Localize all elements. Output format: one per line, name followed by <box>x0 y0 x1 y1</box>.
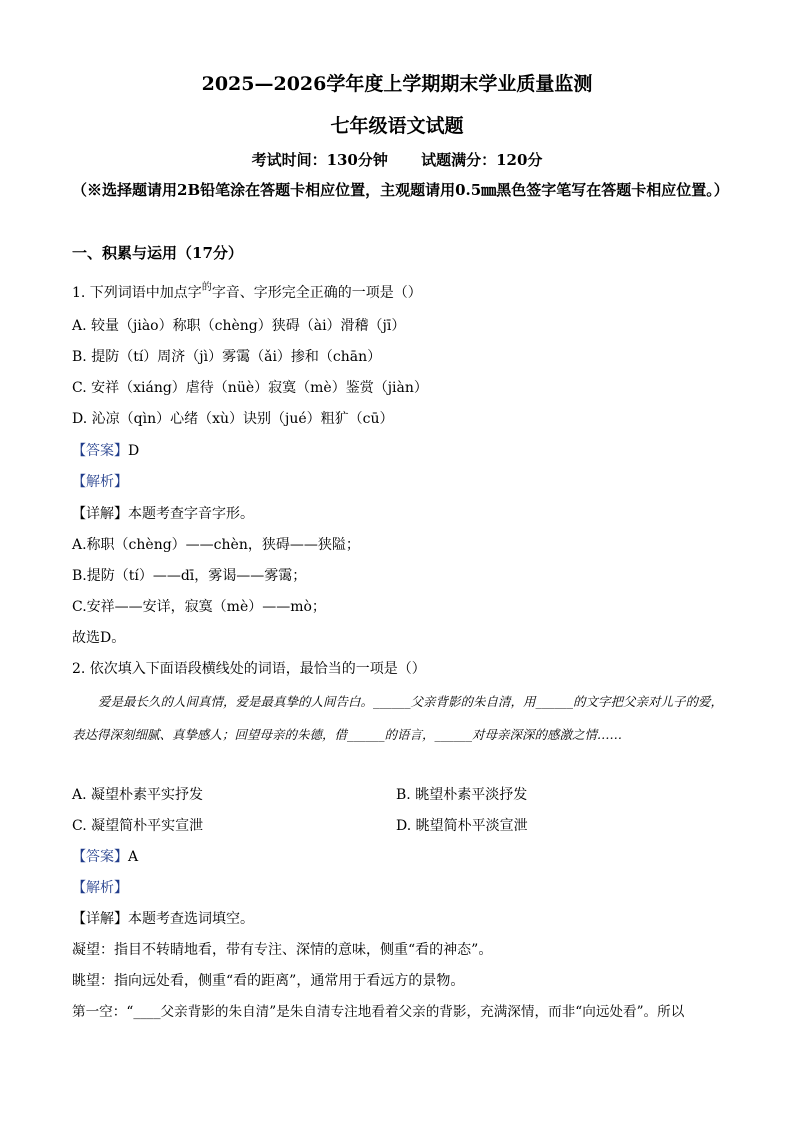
q2-analysis-tag: 【解析】 <box>72 880 128 896</box>
detail-tag: 【详解】 <box>72 911 128 927</box>
exam-title: 2025—2026学年度上学期期末学业质量监测 <box>201 73 593 95</box>
q2-passage-text: 爱是最长久的人间真情，爱是最真挚的人间告白。______父亲背影的朱自清，用______的文字把父亲对儿子的爱，表达得深刻细腻、真挚感人；回望母亲的朱德，借______的语言，______对母亲深深的感激之情…… <box>72 694 724 742</box>
q1-explain-b: B.提防（tí）——dī，雾谒——雾霭； <box>72 568 307 584</box>
q1-stem <box>72 283 422 305</box>
q1-analysis-tag: 【解析】 <box>72 474 128 490</box>
q2-explain-tiaowang: 眺望：指向远处看，侧重“看的距离”，通常用于看远方的景物。 <box>72 973 465 989</box>
exam-time: 考试时间：130分钟 <box>251 151 388 169</box>
answer-tag: 【答案】 <box>72 443 128 459</box>
q2-stem: 2. 依次填入下面语段横线处的词语，最恰当的一项是（） <box>72 661 426 677</box>
exam-note: （※选择题请用2B铅笔涂在答题卡相应位置，主观题请用0.5㎜黑色签字笔写在答题卡相应位置。） <box>72 181 729 199</box>
answer-value: A <box>128 849 139 865</box>
section-heading: 一、积累与运用（17分） <box>72 244 243 262</box>
q1-option-d: D. 沁凉（qìn）心绪（xù）诀别（jué）粗犷（cū） <box>72 411 394 427</box>
full-score: 试题满分：120分 <box>421 151 543 169</box>
detail-text: 本题考查字音字形。 <box>128 506 254 522</box>
q1-answer <box>72 441 139 461</box>
q1-stem-b: 字音、字形完全正确的一项是（） <box>211 285 422 301</box>
answer-tag: 【答案】 <box>72 849 128 865</box>
q2-detail <box>72 909 254 929</box>
q2-option-b: B. 眺望朴素平淡抒发 <box>396 787 528 803</box>
q1-detail <box>72 504 254 524</box>
detail-text: 本题考查选词填空。 <box>128 911 254 927</box>
q1-option-a: A. 较量（jiào）称职（chèng）狭碍（ài）滑稽（jī） <box>72 318 406 334</box>
q1-option-c: C. 安祥（xiáng）虐待（nüè）寂寞（mè）鉴赏（jiàn） <box>72 380 428 396</box>
q2-option-c: C. 凝望简朴平实宣泄 <box>72 818 204 834</box>
detail-tag: 【详解】 <box>72 506 128 522</box>
q1-option-b: B. 提防（tí）周济（jì）雾霭（ǎi）掺和（chān） <box>72 349 382 365</box>
q2-option-d: D. 眺望简朴平淡宣泄 <box>396 818 528 834</box>
q2-answer <box>72 847 138 867</box>
q2-option-a: A. 凝望朴素平实抒发 <box>72 787 204 803</box>
q2-explain-ningwang: 凝望：指目不转睛地看，带有专注、深情的意味，侧重“看的神态”。 <box>72 942 493 958</box>
q2-passage <box>72 685 728 751</box>
answer-value: D <box>128 443 140 459</box>
q1-conclusion: 故选D。 <box>72 630 126 646</box>
q1-stem-a: 1. 下列词语中加点字 <box>72 285 202 301</box>
q2-explain-blank1: 第一空：“____父亲背影的朱自清”是朱自清专注地看着父亲的背影，充满深情，而非“向远处看”。所以 <box>72 1004 685 1020</box>
exam-info <box>0 150 794 170</box>
q1-stem-mark: 的 <box>201 282 212 293</box>
q1-explain-a: A.称职（chèng）——chèn，狭碍——狭隘； <box>72 537 360 553</box>
exam-subtitle: 七年级语文试题 <box>330 115 464 137</box>
q1-explain-c: C.安祥——安详，寂寞（mè）——mò； <box>72 599 326 615</box>
